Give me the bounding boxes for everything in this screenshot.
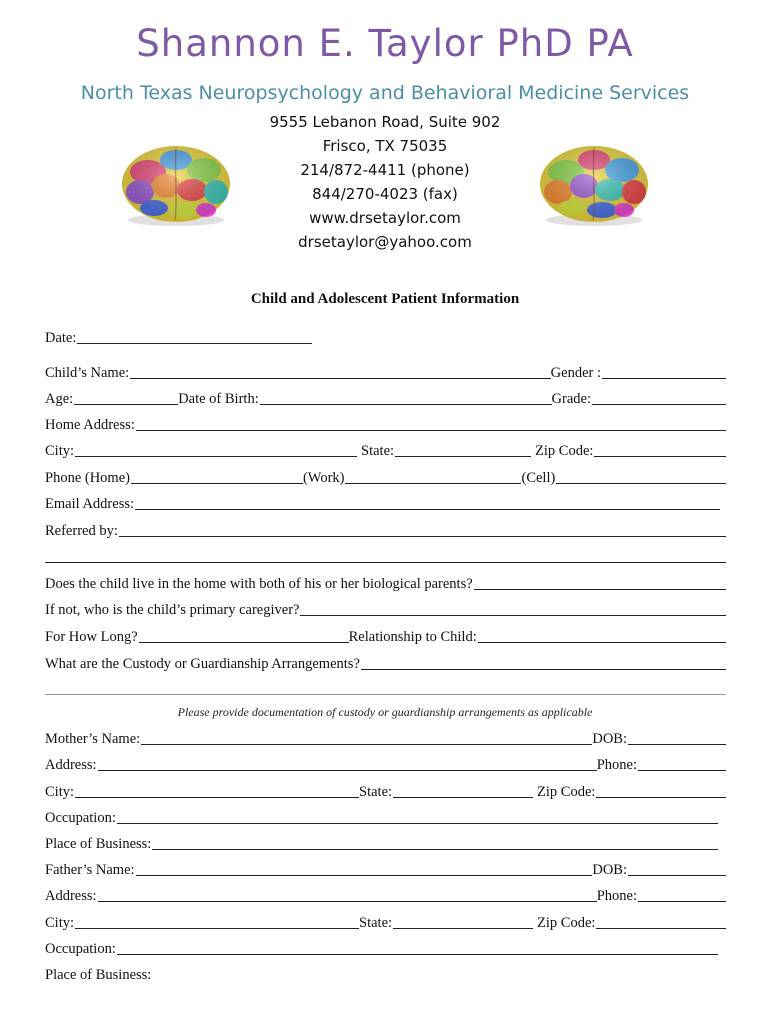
mothers-name-field[interactable] (141, 744, 592, 745)
mother-zip-label: Zip Code: (537, 784, 596, 800)
home-address-field[interactable] (136, 430, 726, 431)
referred-by-continuation (45, 546, 726, 566)
custody-field-2[interactable] (45, 694, 726, 695)
custody-field[interactable] (361, 669, 726, 670)
phone-cell-field[interactable] (556, 483, 726, 484)
phone-line: 214/872-4411 (phone) (300, 161, 470, 179)
live-with-parents-field[interactable] (474, 589, 726, 590)
age-row (45, 388, 726, 408)
father-state-field[interactable] (393, 928, 533, 929)
city-field[interactable] (75, 456, 357, 457)
mother-dob-field[interactable] (628, 744, 726, 745)
grade-field[interactable] (592, 404, 726, 405)
custody-question: What are the Custody or Guardianship Arrangements? (45, 656, 360, 672)
date-label: Date: (45, 330, 77, 346)
mother-occupation-label: Occupation: (45, 810, 116, 826)
email-label: Email Address: (45, 496, 135, 512)
state-field[interactable] (395, 456, 531, 457)
home-address-row (45, 414, 726, 434)
father-address-field[interactable] (98, 901, 597, 902)
relationship-field[interactable] (478, 642, 726, 643)
fax-line: 844/270-4023 (fax) (312, 185, 458, 203)
referred-by-field[interactable] (119, 536, 726, 537)
date-of-birth-field[interactable] (260, 404, 552, 405)
address-line-2: Frisco, TX 75035 (322, 137, 448, 155)
fathers-name-label: Father’s Name: (45, 862, 135, 878)
mother-state-label: State: (359, 784, 393, 800)
state-label: State: (361, 443, 395, 459)
city-row (45, 440, 726, 460)
relationship-label: Relationship to Child: (348, 629, 477, 645)
fathers-name-row (45, 859, 726, 879)
referred-by-label: Referred by: (45, 523, 118, 539)
date-row (45, 327, 726, 347)
mother-phone-label: Phone: (596, 757, 637, 773)
custody-note: Please provide documentation of custody or guardianship arrangements as applicable (177, 705, 593, 719)
how-long-field[interactable] (139, 642, 349, 643)
father-city-row (45, 912, 726, 932)
phone-work-label: (Work) (302, 470, 345, 486)
gender-field[interactable] (602, 378, 726, 379)
gender-label: Gender : (550, 365, 601, 381)
father-city-field[interactable] (75, 928, 359, 929)
mother-city-row (45, 781, 726, 801)
caregiver-field[interactable] (300, 615, 726, 616)
father-dob-field[interactable] (628, 875, 726, 876)
father-state-label: State: (359, 915, 393, 931)
mother-business-field[interactable] (152, 849, 718, 850)
email-field[interactable] (135, 509, 720, 510)
mother-city-label: City: (45, 784, 75, 800)
live-with-parents-row (45, 573, 726, 593)
address-line-1: 9555 Lebanon Road, Suite 902 (269, 113, 501, 131)
zip-code-field[interactable] (594, 456, 726, 457)
city-label: City: (45, 443, 75, 459)
mother-occupation-row (45, 807, 726, 827)
caregiver-row (45, 599, 726, 619)
referred-by-row (45, 520, 726, 540)
grade-label: Grade: (551, 391, 591, 407)
mother-business-row (45, 833, 726, 853)
mother-state-field[interactable] (393, 797, 533, 798)
father-business-label: Place of Business: (45, 967, 152, 983)
father-zip-field[interactable] (596, 928, 726, 929)
father-address-label: Address: (45, 888, 97, 904)
mother-business-label: Place of Business: (45, 836, 152, 852)
live-with-parents-question: Does the child live in the home with both of his or her biological parents? (45, 576, 473, 592)
phone-home-field[interactable] (131, 483, 303, 484)
father-occupation-label: Occupation: (45, 941, 116, 957)
father-zip-label: Zip Code: (537, 915, 596, 931)
phone-cell-label: (Cell) (521, 470, 556, 486)
father-phone-label: Phone: (596, 888, 637, 904)
phone-home-label: Phone (Home) (45, 470, 130, 486)
father-occupation-field[interactable] (117, 954, 718, 955)
father-city-label: City: (45, 915, 75, 931)
brain-icon (536, 134, 652, 230)
how-long-row (45, 626, 726, 646)
date-field[interactable] (77, 343, 312, 344)
mother-address-row (45, 754, 726, 774)
mother-phone-field[interactable] (638, 770, 726, 771)
age-label: Age: (45, 391, 74, 407)
mother-address-field[interactable] (98, 770, 597, 771)
father-address-row (45, 885, 726, 905)
childs-name-field[interactable] (130, 378, 550, 379)
phone-work-field[interactable] (345, 483, 521, 484)
practitioner-name: Shannon E. Taylor PhD PA (136, 22, 634, 65)
childs-name-row (45, 362, 726, 382)
email-line: drsetaylor@yahoo.com (298, 233, 472, 251)
mother-occupation-field[interactable] (117, 823, 718, 824)
childs-name-label: Child’s Name: (45, 365, 130, 381)
age-field[interactable] (74, 404, 178, 405)
father-dob-label: DOB: (592, 862, 627, 878)
custody-row (45, 653, 726, 673)
mother-dob-label: DOB: (592, 731, 627, 747)
fathers-name-field[interactable] (136, 875, 593, 876)
website-line: www.drsetaylor.com (309, 209, 461, 227)
father-business-row (45, 964, 726, 984)
mother-zip-field[interactable] (596, 797, 726, 798)
email-row (45, 493, 726, 513)
practice-name: North Texas Neuropsychology and Behavioral Medicine Services (80, 82, 690, 104)
father-phone-field[interactable] (638, 901, 726, 902)
father-occupation-row (45, 938, 726, 958)
mothers-name-row (45, 728, 726, 748)
mother-city-field[interactable] (75, 797, 359, 798)
zip-code-label: Zip Code: (535, 443, 594, 459)
home-address-label: Home Address: (45, 417, 135, 433)
mothers-name-label: Mother’s Name: (45, 731, 141, 747)
mother-address-label: Address: (45, 757, 97, 773)
form-title: Child and Adolescent Patient Information (250, 291, 520, 307)
how-long-label: For How Long? (45, 629, 138, 645)
phone-row (45, 467, 726, 487)
date-of-birth-label: Date of Birth: (178, 391, 259, 407)
caregiver-question: If not, who is the child’s primary caregiver? (45, 602, 300, 618)
brain-icon (118, 134, 234, 230)
referred-by-field-2[interactable] (45, 562, 726, 563)
